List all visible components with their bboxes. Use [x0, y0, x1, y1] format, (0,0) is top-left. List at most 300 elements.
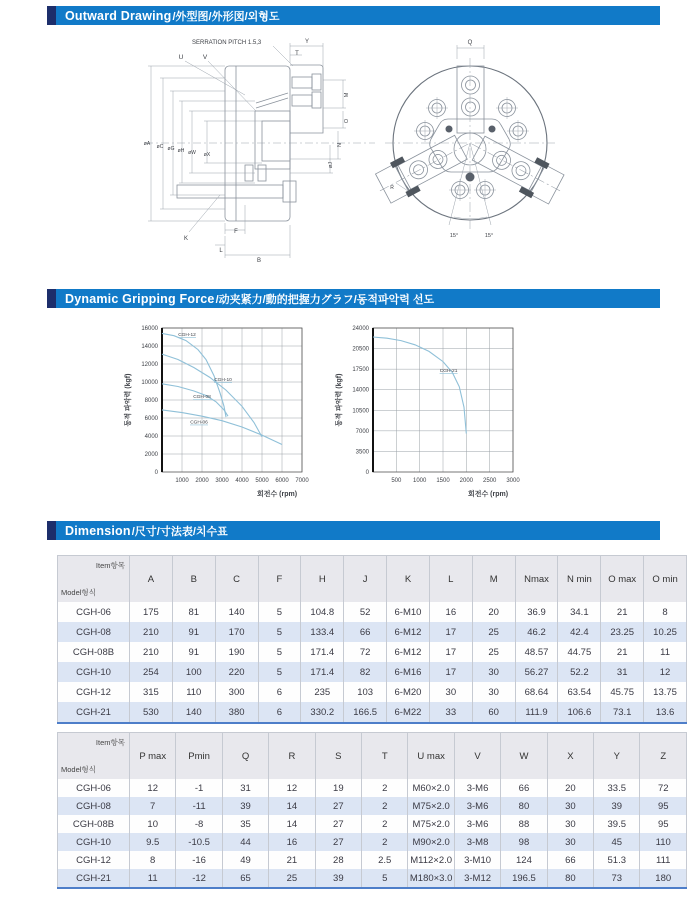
drawing-dimension-label: øA	[143, 141, 151, 147]
table-cell: 98	[501, 833, 547, 851]
table-cell: 530	[130, 702, 173, 723]
chart-x-axis-label: 회전수 (rpm)	[467, 491, 509, 498]
table-cell: 39	[222, 797, 268, 815]
model-cell: CGH-21	[58, 869, 130, 888]
svg-text:2500: 2500	[482, 478, 497, 484]
table-cell: -8	[176, 815, 222, 833]
table-cell: 5	[258, 602, 301, 622]
table-cell: 65	[222, 869, 268, 888]
table-cell: 12	[130, 779, 176, 797]
drawing-dimension-label: Y	[304, 39, 310, 45]
corner-item-label: Item항목	[95, 561, 125, 570]
table-cell: 6-M16	[387, 662, 430, 682]
model-cell: CGH-08	[58, 622, 130, 642]
section-accent-block	[47, 6, 56, 25]
table-cell: 2	[362, 833, 408, 851]
table-cell: 30	[547, 833, 593, 851]
svg-text:2000: 2000	[144, 452, 158, 458]
drawing-labels	[144, 39, 493, 264]
corner-model-label: Model형식	[61, 765, 96, 774]
column-header: N min	[558, 556, 601, 603]
svg-text:3500: 3500	[355, 449, 369, 456]
table-cell: 5	[258, 622, 301, 642]
svg-text:20500: 20500	[352, 346, 369, 353]
table-cell: 111	[640, 851, 687, 869]
drawing-dimension-label: øH	[177, 148, 185, 154]
table-cell: 27	[315, 797, 361, 815]
drawing-dimension-label: 15°	[484, 233, 494, 239]
model-cell: CGH-12	[58, 851, 130, 869]
chart-series-CGH-10	[162, 354, 262, 437]
table-cell: 10	[130, 815, 176, 833]
table-cell: 2	[362, 815, 408, 833]
table-cell: 2.5	[362, 851, 408, 869]
svg-text:6000: 6000	[144, 416, 158, 422]
table-cell: 72	[640, 779, 687, 797]
section-bar	[56, 6, 660, 25]
table-cell: 19	[315, 779, 361, 797]
column-header: J	[344, 556, 387, 603]
drawing-dimension-label: K	[183, 236, 189, 242]
table-cell: 91	[172, 642, 215, 662]
table-cell: 46.2	[515, 622, 558, 642]
model-cell: CGH-10	[58, 833, 130, 851]
dimension-table-2	[57, 732, 687, 889]
column-header: T	[362, 733, 408, 780]
table-cell: 82	[344, 662, 387, 682]
column-header: L	[429, 556, 472, 603]
svg-text:14000: 14000	[352, 387, 369, 394]
table-cell: 80	[547, 869, 593, 888]
table-cell: 111.9	[515, 702, 558, 723]
table-cell: 330.2	[301, 702, 344, 723]
model-cell: CGH-21	[58, 702, 130, 723]
drawing-dimension-label: SERRATION PITCH 1.5,3	[192, 40, 262, 46]
svg-text:0: 0	[154, 470, 158, 476]
dimension-table-1	[57, 555, 687, 724]
table-cell: 72	[344, 642, 387, 662]
drawing-dimension-label: O	[344, 118, 350, 124]
table-cell: M112×2.0	[408, 851, 454, 869]
column-header: X	[547, 733, 593, 780]
table-cell: -11	[176, 797, 222, 815]
drawing-dimension-label: V	[202, 54, 208, 61]
table-cell: 8	[644, 602, 687, 622]
model-cell: CGH-06	[58, 602, 130, 622]
table-cell: M75×2.0	[408, 815, 454, 833]
table-cell: 21	[601, 602, 644, 622]
table-cell: 21	[269, 851, 315, 869]
chart-y-axis-label: 동적 파악력 (kgf)	[125, 373, 132, 427]
column-header: U max	[408, 733, 454, 780]
svg-text:500: 500	[391, 478, 402, 484]
table-cell: 45.75	[601, 682, 644, 702]
table-cell: 5	[258, 662, 301, 682]
table-cell: 88	[501, 815, 547, 833]
drawing-dimension-label: L	[219, 248, 223, 254]
svg-text:7000: 7000	[355, 428, 369, 435]
table-cell: 100	[172, 662, 215, 682]
table-row	[58, 702, 687, 723]
table-cell: 6-M20	[387, 682, 430, 702]
table-cell: 7	[130, 797, 176, 815]
table-cell: 175	[130, 602, 173, 622]
column-header: Pmin	[176, 733, 222, 780]
drawing-dimension-label: øC	[156, 144, 164, 150]
svg-text:4000: 4000	[235, 478, 249, 484]
table-cell: 91	[172, 622, 215, 642]
svg-text:3000: 3000	[506, 478, 520, 484]
gripping-force-chart-cgh21	[329, 320, 534, 510]
table-cell: 66	[547, 851, 593, 869]
column-header: Q	[222, 733, 268, 780]
table-row	[58, 797, 687, 815]
drawing-dimension-label: 15°	[449, 233, 459, 239]
table-cell: 171.4	[301, 642, 344, 662]
table-cell: 13.6	[644, 702, 687, 723]
section-bar	[56, 289, 660, 308]
table-cell: 235	[301, 682, 344, 702]
table-cell: 45	[594, 833, 640, 851]
table-cell: 380	[215, 702, 258, 723]
table-cell: 13.75	[644, 682, 687, 702]
table-cell: 30	[547, 797, 593, 815]
table-cell: 51.3	[594, 851, 640, 869]
table-cell: 30	[429, 682, 472, 702]
table-cell: 35	[222, 815, 268, 833]
table-cell: 27	[315, 833, 361, 851]
table-cell: 28	[315, 851, 361, 869]
table-cell: -16	[176, 851, 222, 869]
model-cell: CGH-08	[58, 797, 130, 815]
table-cell: 6	[258, 682, 301, 702]
table-row	[58, 662, 687, 682]
table-cell: 52	[344, 602, 387, 622]
table-row	[58, 622, 687, 642]
drawing-dimension-label: T	[295, 51, 299, 57]
chart-series-label: CGH-10	[214, 378, 232, 384]
drawing-dimension-label: øG	[167, 146, 175, 152]
drawing-dimension-label: øX	[203, 152, 211, 158]
chart-series-label: CGH-06	[190, 420, 208, 426]
table-cell: 17	[429, 642, 472, 662]
table-cell: 5	[362, 869, 408, 888]
table-cell: 3-M12	[454, 869, 500, 888]
table-cell: 34.1	[558, 602, 601, 622]
drawing-dimension-label: U	[178, 54, 184, 61]
table-cell: M180×3.0	[408, 869, 454, 888]
section-title-cjk: /尺寸/寸法表/치수표	[131, 525, 228, 538]
table-cell: 30	[472, 682, 515, 702]
table-header-row	[58, 733, 687, 780]
table-cell: 33	[429, 702, 472, 723]
drawing-dimension-label: øJ	[328, 161, 334, 169]
svg-text:1000: 1000	[412, 478, 427, 484]
table-cell: 66	[501, 779, 547, 797]
table-cell: 73	[594, 869, 640, 888]
chart-grid	[162, 328, 302, 472]
table-cell: 110	[172, 682, 215, 702]
table-cell: 6	[258, 702, 301, 723]
table-cell: 190	[215, 642, 258, 662]
chart-series-label: CGH-21	[439, 368, 458, 374]
table-cell: 5	[258, 642, 301, 662]
table-cell: 30	[547, 815, 593, 833]
table-cell: 11	[644, 642, 687, 662]
table-cell: 6-M12	[387, 642, 430, 662]
section-title-en: Dimension	[65, 523, 131, 538]
table-cell: 36.9	[515, 602, 558, 622]
table-cell: 6-M22	[387, 702, 430, 723]
table-cell: 3-M8	[454, 833, 500, 851]
table-cell: 73.1	[601, 702, 644, 723]
chart-svg	[329, 320, 534, 510]
table-cell: 180	[640, 869, 687, 888]
svg-text:6000: 6000	[275, 478, 289, 484]
chart-x-axis-label: 회전수 (rpm)	[256, 491, 298, 498]
table-cell: -10.5	[176, 833, 222, 851]
svg-text:0: 0	[365, 470, 369, 476]
column-header: B	[172, 556, 215, 603]
model-cell: CGH-08B	[58, 642, 130, 662]
drawing-dimension-label: øW	[188, 150, 196, 156]
table-cell: 220	[215, 662, 258, 682]
chart-tick-labels	[141, 326, 309, 484]
table-cell: 106.6	[558, 702, 601, 723]
column-header: R	[269, 733, 315, 780]
section-header-gripping-force	[47, 289, 660, 308]
dimension-table	[57, 555, 687, 724]
chart-y-axis-label: 동적 파악력 (kgf)	[336, 373, 343, 427]
table-row	[58, 779, 687, 797]
column-header: Y	[594, 733, 640, 780]
table-corner-cell	[58, 733, 130, 780]
table-cell: 8	[130, 851, 176, 869]
chart-series-label: CGH-12	[178, 333, 196, 339]
table-cell: 17	[429, 622, 472, 642]
table-cell: 95	[640, 815, 687, 833]
table-cell: 16	[429, 602, 472, 622]
table-cell: 23.25	[601, 622, 644, 642]
svg-text:5000: 5000	[255, 478, 269, 484]
section-header-outward	[47, 6, 660, 25]
table-cell: M75×2.0	[408, 797, 454, 815]
table-cell: 17	[429, 662, 472, 682]
table-cell: 12	[644, 662, 687, 682]
table-cell: 68.64	[515, 682, 558, 702]
table-corner-cell	[58, 556, 130, 603]
front-view	[371, 45, 569, 229]
table-cell: 6-M10	[387, 602, 430, 622]
column-header: Nmax	[515, 556, 558, 603]
table-cell: 66	[344, 622, 387, 642]
column-header: O max	[601, 556, 644, 603]
table-cell: 170	[215, 622, 258, 642]
chart-grid	[373, 328, 513, 472]
svg-text:2000: 2000	[459, 478, 474, 484]
table-cell: 25	[472, 622, 515, 642]
table-cell: 140	[215, 602, 258, 622]
chart-series-label: CGH-08	[193, 395, 211, 401]
column-header: C	[215, 556, 258, 603]
chart-svg	[118, 320, 323, 510]
column-header: O min	[644, 556, 687, 603]
column-header: H	[301, 556, 344, 603]
table-cell: M90×2.0	[408, 833, 454, 851]
table-cell: 300	[215, 682, 258, 702]
table-cell: 14	[269, 815, 315, 833]
drawing-dimension-label: N	[337, 143, 343, 147]
table-cell: 2	[362, 797, 408, 815]
table-cell: 210	[130, 642, 173, 662]
corner-item-label: Item항목	[95, 738, 125, 747]
table-cell: 39	[594, 797, 640, 815]
table-row	[58, 602, 687, 622]
svg-text:7000: 7000	[295, 478, 309, 484]
table-cell: 25	[269, 869, 315, 888]
svg-text:4000: 4000	[144, 434, 158, 440]
drawing-dimension-label: M	[344, 92, 350, 98]
column-header: S	[315, 733, 361, 780]
table-cell: 103	[344, 682, 387, 702]
column-header: V	[454, 733, 500, 780]
column-header: P max	[130, 733, 176, 780]
table-cell: 31	[222, 779, 268, 797]
table-cell: 140	[172, 702, 215, 723]
model-cell: CGH-12	[58, 682, 130, 702]
svg-text:16000: 16000	[141, 326, 158, 332]
column-header: W	[501, 733, 547, 780]
table-cell: 6-M12	[387, 622, 430, 642]
table-row	[58, 682, 687, 702]
drawing-dimension-label: R	[390, 185, 394, 191]
table-cell: 49	[222, 851, 268, 869]
table-cell: 20	[472, 602, 515, 622]
column-header: A	[130, 556, 173, 603]
table-cell: 81	[172, 602, 215, 622]
table-row	[58, 642, 687, 662]
section-title-cjk: /外型图/外形図/외형도	[172, 10, 280, 23]
table-cell: 20	[547, 779, 593, 797]
table-cell: 33.5	[594, 779, 640, 797]
drawing-dimension-label: F	[234, 229, 238, 235]
section-title-en: Dynamic Gripping Force	[65, 291, 215, 306]
table-cell: 16	[269, 833, 315, 851]
table-cell: M60×2.0	[408, 779, 454, 797]
model-cell: CGH-10	[58, 662, 130, 682]
corner-model-label: Model형식	[61, 588, 96, 597]
table-cell: 124	[501, 851, 547, 869]
table-cell: 31	[601, 662, 644, 682]
table-cell: 80	[501, 797, 547, 815]
table-cell: 21	[601, 642, 644, 662]
table-cell: -1	[176, 779, 222, 797]
table-row	[58, 869, 687, 888]
gripping-force-charts	[118, 320, 693, 510]
chart-tick-labels	[352, 326, 520, 484]
svg-text:1000: 1000	[175, 478, 189, 484]
svg-text:10000: 10000	[141, 380, 158, 386]
table-cell: 30	[472, 662, 515, 682]
outward-drawing-area	[40, 33, 693, 273]
table-cell: 42.4	[558, 622, 601, 642]
table-row	[58, 815, 687, 833]
table-cell: 11	[130, 869, 176, 888]
section-title-cjk: /动夹紧力/動的把握力グラフ/동적파악력 선도	[215, 293, 435, 306]
column-header: M	[472, 556, 515, 603]
dimension-table	[57, 732, 687, 889]
table-cell: 3-M10	[454, 851, 500, 869]
svg-text:17500: 17500	[352, 367, 369, 374]
table-cell: 39	[315, 869, 361, 888]
table-cell: 3-M6	[454, 779, 500, 797]
model-cell: CGH-08B	[58, 815, 130, 833]
svg-text:12000: 12000	[141, 362, 158, 368]
section-title-en: Outward Drawing	[65, 8, 172, 23]
table-cell: 14	[269, 797, 315, 815]
svg-text:14000: 14000	[141, 344, 158, 350]
table-cell: 25	[472, 642, 515, 662]
table-cell: 39.5	[594, 815, 640, 833]
model-cell: CGH-06	[58, 779, 130, 797]
table-row	[58, 851, 687, 869]
table-cell: 12	[269, 779, 315, 797]
section-accent-block	[47, 521, 56, 540]
table-cell: 52.2	[558, 662, 601, 682]
drawing-dimension-label: Q	[467, 40, 473, 46]
table-cell: 63.54	[558, 682, 601, 702]
svg-text:2000: 2000	[195, 478, 209, 484]
table-cell: 196.5	[501, 869, 547, 888]
table-cell: 95	[640, 797, 687, 815]
table-cell: 48.57	[515, 642, 558, 662]
table-cell: 210	[130, 622, 173, 642]
section-bar	[56, 521, 660, 540]
drawing-dimension-label: B	[256, 258, 262, 264]
svg-text:3000: 3000	[215, 478, 229, 484]
table-cell: 166.5	[344, 702, 387, 723]
table-cell: 56.27	[515, 662, 558, 682]
table-cell: 171.4	[301, 662, 344, 682]
svg-text:10500: 10500	[352, 408, 369, 415]
table-cell: 3-M6	[454, 797, 500, 815]
table-cell: -12	[176, 869, 222, 888]
table-cell: 2	[362, 779, 408, 797]
table-row	[58, 833, 687, 851]
table-cell: 44	[222, 833, 268, 851]
table-cell: 104.8	[301, 602, 344, 622]
table-cell: 44.75	[558, 642, 601, 662]
table-cell: 254	[130, 662, 173, 682]
table-cell: 3-M6	[454, 815, 500, 833]
section-accent-block	[47, 289, 56, 308]
table-cell: 9.5	[130, 833, 176, 851]
svg-text:1500: 1500	[436, 478, 450, 484]
section-header-dimension	[47, 521, 660, 540]
table-header-row	[58, 556, 687, 603]
column-header: F	[258, 556, 301, 603]
column-header: K	[387, 556, 430, 603]
column-header: Z	[640, 733, 687, 780]
outward-drawing-svg	[40, 33, 690, 273]
table-cell: 27	[315, 815, 361, 833]
svg-text:8000: 8000	[144, 398, 158, 404]
table-cell: 60	[472, 702, 515, 723]
table-cell: 10.25	[644, 622, 687, 642]
svg-text:24000: 24000	[352, 326, 369, 332]
table-cell: 133.4	[301, 622, 344, 642]
table-cell: 315	[130, 682, 173, 702]
